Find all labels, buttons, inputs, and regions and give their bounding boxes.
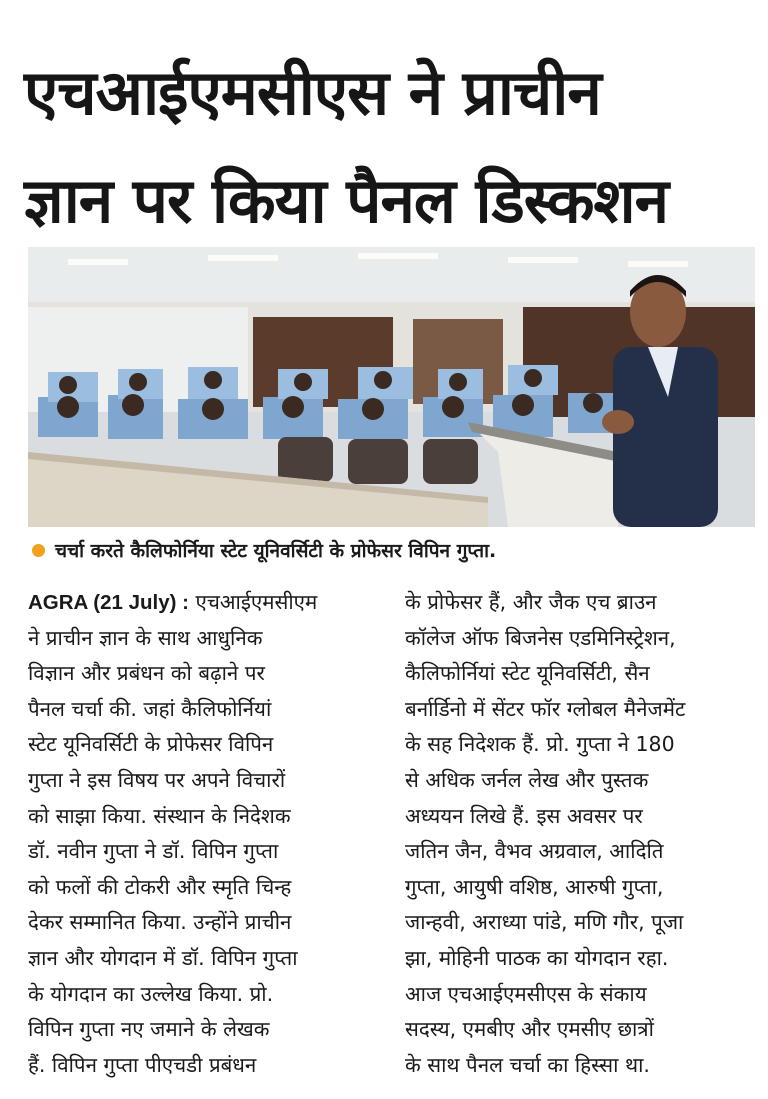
article-line: से अधिक जर्नल लेख और पुस्तक: [405, 767, 649, 792]
article-line: स्टेट यूनिवर्सिटी के प्रोफेसर विपिन: [28, 732, 274, 757]
article-line: के सह निदेशक हैं. प्रो. गुप्ता ने 180: [405, 732, 675, 757]
article-line: ज्ञान और योगदान में डॉ. विपिन गुप्ता: [28, 945, 298, 970]
article-column-2: [405, 585, 755, 1083]
article-line: विज्ञान और प्रबंधन को बढ़ाने पर: [28, 661, 265, 686]
article-line: के प्रोफेसर हैं, और जैक एच ब्राउन: [405, 590, 657, 614]
caption-text: चर्चा करते कैलिफोर्निया स्टेट यूनिवर्सिटी के प्रोफेसर विपिन गुप्ता.: [55, 540, 497, 562]
article-line: कॉलेज ऑफ बिजनेस एडमिनिस्ट्रेशन,: [405, 625, 676, 650]
article-line: को फलों की टोकरी और स्मृति चिन्ह: [28, 874, 292, 899]
article-line: विपिन गुप्ता नए जमाने के लेखक: [28, 1017, 270, 1042]
article-line: को साझा किया. संस्थान के निदेशक: [28, 803, 291, 828]
article-line: बर्नार्डिनो में सेंटर फॉर ग्लोबल मैनेजमेंट: [405, 696, 686, 721]
article-line-text: एचआईएमसीएम: [195, 590, 318, 614]
article-line: आज एचआईएमसीएस के संकाय: [405, 981, 647, 1006]
article-line: पैनल चर्चा की. जहां कैलिफोर्नियां: [28, 696, 272, 721]
article-line: अध्ययन लिखे हैं. इस अवसर पर: [405, 803, 643, 828]
article-line: गुप्ता, आयुषी वशिष्ठ, आरुषी गुप्ता,: [405, 874, 664, 899]
headline-line-1: एचआईएमसीएस ने प्राचीन: [24, 56, 601, 130]
bullet-icon: [32, 544, 45, 557]
article-line: गुप्ता ने इस विषय पर अपने विचारों: [28, 767, 286, 792]
article-line: कैलिफोर्नियां स्टेट यूनिवर्सिटी, सैन: [405, 661, 650, 686]
headline: [24, 39, 754, 255]
article-line: झा, मोहिनी पाठक का योगदान रहा.: [405, 945, 669, 970]
article-line: देकर सम्मानित किया. उन्होंने प्राचीन: [28, 910, 292, 935]
article-line: के योगदान का उल्लेख किया. प्रो.: [28, 981, 274, 1006]
article-line: ने प्राचीन ज्ञान के साथ आधुनिक: [28, 625, 263, 650]
article-line: सदस्य, एमबीए और एमसीए छात्रों: [405, 1017, 654, 1042]
dateline: AGRA (21 July) :: [28, 591, 189, 614]
headline-line-2: ज्ञान पर किया पैनल डिस्कशन: [24, 164, 669, 238]
event-photo: [28, 247, 755, 527]
photo-caption: [28, 528, 755, 572]
article-line: हैं. विपिन गुप्ता पीएचडी प्रबंधन: [28, 1052, 257, 1077]
article-line: के साथ पैनल चर्चा का हिस्सा था.: [405, 1052, 650, 1077]
article-line: [28, 585, 378, 621]
article-line: डॉ. नवीन गुप्ता ने डॉ. विपिन गुप्ता: [28, 839, 279, 864]
article-column-1: [28, 585, 378, 1083]
article-line: जान्हवी, अराध्या पांडे, मणि गौर, पूजा: [405, 910, 684, 935]
article-line: जतिन जैन, वैभव अग्रवाल, आदिति: [405, 839, 664, 864]
